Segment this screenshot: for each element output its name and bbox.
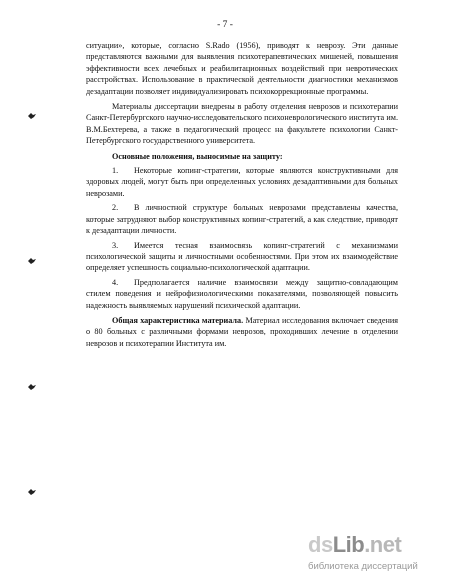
item-number: 3.	[112, 240, 119, 250]
list-item	[86, 202, 398, 236]
watermark[interactable]	[308, 530, 448, 580]
list-item	[86, 277, 398, 311]
margin-mark	[28, 384, 36, 390]
item-text: В личностной структуре больных неврозами представлены качества, которые затрудняют выбор конструктивных копинг-стратегий, а как следствие, приводят к дезадаптации личности.	[86, 203, 398, 236]
list-item	[86, 240, 398, 274]
margin-mark	[28, 258, 36, 264]
item-number: 4.	[112, 277, 119, 287]
paragraph: ситуации», которые, согласно S.Rado (1956), приводят к неврозу. Эти данные представляются важными для выявления психотерапевтических мишеней, повышения эффективности всех лечебных и реабилитационных воздействий при невротических расстройствах. Использование в практической деятельности диагностики механизмов дезадаптации позволяет индивидуализировать психокоррекционные программы.	[86, 41, 398, 96]
margin-mark	[28, 489, 36, 495]
paragraph-rest: Материал исследования включает сведения о 80 больных с различными формами неврозов, проходивших лечение в отделении неврозов и психотерапии Института им.	[86, 315, 398, 348]
watermark-caption: библиотека диссертаций	[308, 561, 418, 572]
document-body	[86, 40, 398, 349]
page-number: - 7 -	[217, 20, 233, 30]
item-text: Некоторые копинг-стратегии, которые являются конструктивными для здоровых людей, могут быть при определенных условиях дезадаптивными для больных неврозами.	[86, 166, 398, 198]
paragraph	[86, 315, 398, 349]
margin-mark	[28, 113, 36, 119]
bold-lead: Общая характеристика материала.	[112, 315, 244, 325]
item-text: Имеется тесная взаимосвязь копинг-стратегий с механизмами психологической защиты и личностными особенностями. При этом их взаимодействие определяет успешность социально-психологической адаптации.	[86, 240, 398, 273]
section-heading: Основные положения, выносимые на защиту:	[112, 151, 283, 161]
item-number: 1.	[112, 166, 119, 176]
list-item	[86, 165, 398, 199]
item-number: 2.	[112, 203, 119, 213]
item-text: Предполагается наличие взаимосвязи между защитно-совладающим стилем поведения и нейрофизиологическими показателями, позволяющей повысить надежность выявляемых нарушений психической адаптации.	[86, 277, 398, 310]
watermark-logo: dsLib.net	[308, 532, 402, 557]
paragraph: Материалы диссертации внедрены в работу отделения неврозов и психотерапии Санкт-Петербургского научно-исследовательского психоневрологического института им. В.М.Бехтерева, а также в педагогический процесс на факультете психологии Санкт-Петербургского государственного университета.	[86, 102, 398, 146]
